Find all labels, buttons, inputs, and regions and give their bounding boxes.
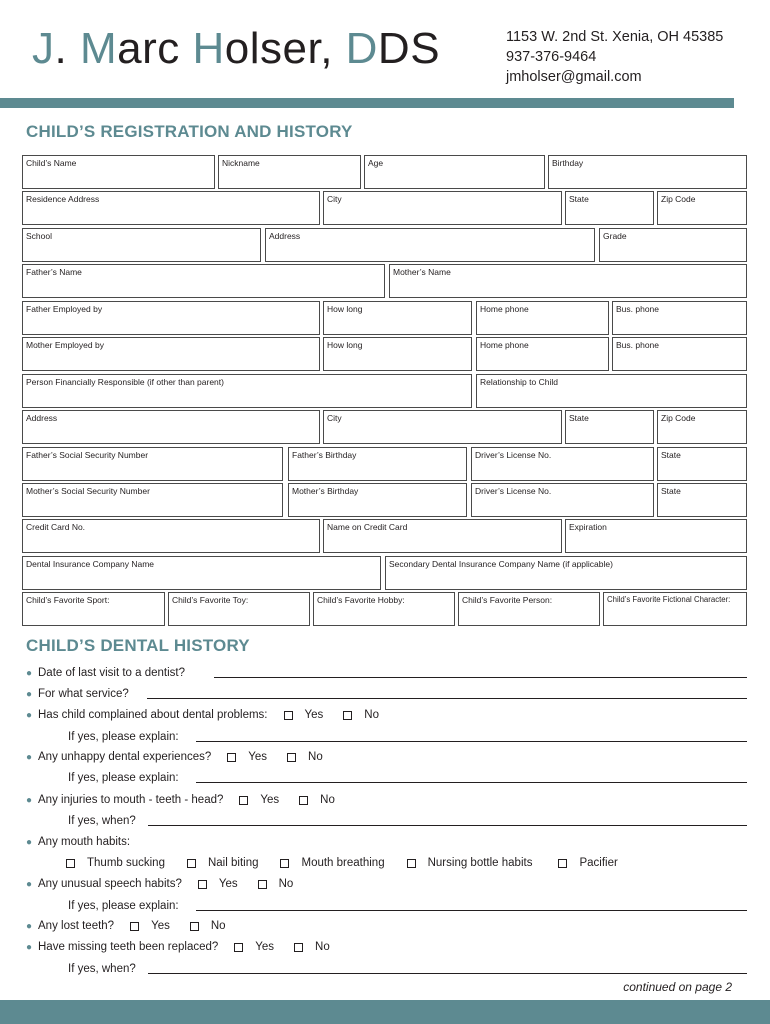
field-label: Bus. phone — [616, 304, 660, 314]
father-employer-field[interactable] — [22, 301, 320, 335]
field-label: Driver’s License No. — [475, 486, 552, 496]
field-label: Home phone — [480, 340, 529, 350]
field-label: Father’s Name — [26, 267, 82, 277]
field-label: Residence Address — [26, 194, 100, 204]
no-label: No — [278, 878, 294, 890]
field-label: Child’s Favorite Fictional Character: — [607, 595, 731, 604]
field-label: City — [327, 194, 342, 204]
question-unhappy — [26, 749, 323, 765]
logo-text: DS — [377, 24, 441, 73]
field-label: Name on Credit Card — [327, 522, 408, 532]
favorite-hobby-field[interactable] — [313, 592, 455, 626]
residence-address-field[interactable] — [22, 191, 320, 225]
bullet-icon: ● — [26, 688, 33, 700]
question-service — [26, 686, 129, 702]
checkbox[interactable] — [407, 859, 416, 868]
yes-label: Yes — [248, 751, 268, 763]
birthday-field[interactable] — [548, 155, 747, 189]
field-label: Birthday — [552, 158, 584, 168]
question-text: Any injuries to mouth - teeth - head? — [38, 794, 224, 806]
yes-label: Yes — [260, 794, 280, 806]
relationship-field[interactable] — [476, 374, 747, 408]
question-text: Have missing teeth been replaced? — [38, 941, 219, 953]
answer-line-missing-when[interactable] — [148, 973, 747, 974]
field-label: Child’s Favorite Person: — [462, 595, 553, 605]
field-label: Child’s Name — [26, 158, 77, 168]
logo-letter: H — [192, 24, 225, 73]
continued-note: continued on page 2 — [623, 980, 732, 994]
checkbox[interactable] — [280, 859, 289, 868]
logo-text: arc — [117, 24, 193, 73]
favorite-toy-field[interactable] — [168, 592, 310, 626]
yes-label: Yes — [304, 709, 324, 721]
field-label: Secondary Dental Insurance Company Name (if applicable) — [389, 559, 613, 569]
yes-checkbox[interactable] — [198, 880, 207, 889]
mother-birthday-field[interactable] — [288, 483, 467, 517]
question-text: Any mouth habits: — [38, 836, 131, 848]
bullet-icon: ● — [26, 794, 33, 806]
responsible-address-field[interactable] — [22, 410, 320, 444]
nickname-field[interactable] — [218, 155, 361, 189]
field-label: Mother’s Birthday — [292, 486, 359, 496]
bullet-icon: ● — [26, 751, 33, 763]
answer-line-complained-explain[interactable] — [196, 741, 747, 742]
when-label: If yes, when? — [68, 815, 136, 827]
contact-address: 1153 W. 2nd St. Xenia, OH 45385 — [506, 29, 724, 45]
bullet-icon: ● — [26, 836, 33, 848]
yes-checkbox[interactable] — [130, 922, 139, 931]
logo-letter: J — [32, 24, 55, 73]
question-text: For what service? — [38, 688, 129, 700]
form-row — [22, 410, 747, 444]
school-field[interactable] — [22, 228, 261, 262]
no-checkbox[interactable] — [343, 711, 352, 720]
no-label: No — [308, 751, 323, 763]
mother-license-field[interactable] — [471, 483, 654, 517]
father-ssn-field[interactable] — [22, 447, 283, 481]
form-row — [22, 447, 747, 481]
field-label: School — [26, 231, 52, 241]
father-how-long-field[interactable] — [323, 301, 472, 335]
logo-text: . — [54, 24, 80, 73]
field-label: Expiration — [569, 522, 607, 532]
field-label: Mother Employed by — [26, 340, 104, 350]
field-label: State — [661, 486, 681, 496]
question-last-visit — [26, 665, 185, 681]
answer-line-unhappy-explain[interactable] — [196, 782, 747, 783]
mother-license-state-field[interactable] — [657, 483, 747, 517]
contact-phone: 937-376-9464 — [506, 49, 597, 65]
no-checkbox[interactable] — [258, 880, 267, 889]
footer-bar — [0, 1000, 770, 1024]
question-complained — [26, 707, 379, 723]
field-label: Dental Insurance Company Name — [26, 559, 155, 569]
father-bus-phone-field[interactable] — [612, 301, 747, 335]
mother-ssn-field[interactable] — [22, 483, 283, 517]
state-field[interactable] — [565, 191, 654, 225]
logo-text: olser, — [224, 24, 346, 73]
form-row — [22, 191, 747, 225]
registration-title: CHILD’S REGISTRATION AND HISTORY — [26, 122, 353, 141]
yes-checkbox[interactable] — [227, 753, 236, 762]
explain-label: If yes, please explain: — [68, 772, 179, 784]
question-text: Any unusual speech habits? — [38, 878, 182, 890]
father-home-phone-field[interactable] — [476, 301, 609, 335]
explain-label: If yes, please explain: — [68, 900, 179, 912]
habit-nursing-bottle[interactable] — [387, 857, 533, 869]
field-label: Bus. phone — [616, 340, 660, 350]
answer-line-service[interactable] — [147, 698, 747, 699]
dental-insurance-field[interactable] — [22, 556, 381, 590]
no-label: No — [315, 941, 330, 953]
question-injuries — [26, 792, 335, 808]
field-label: Home phone — [480, 304, 529, 314]
field-label: Address — [26, 413, 58, 423]
header-bar — [0, 98, 734, 108]
mother-home-phone-field[interactable] — [476, 337, 609, 371]
field-label: City — [327, 413, 342, 423]
habit-label: Mouth breathing — [301, 857, 385, 869]
field-label: How long — [327, 340, 363, 350]
favorite-character-field[interactable] — [603, 592, 747, 626]
question-lost-teeth — [26, 918, 226, 934]
grade-field[interactable] — [599, 228, 747, 262]
form-row — [22, 337, 747, 371]
mother-employer-field[interactable] — [22, 337, 320, 371]
fathers-name-field[interactable] — [22, 264, 385, 298]
habit-label: Nursing bottle habits — [427, 857, 533, 869]
field-label: State — [661, 450, 681, 460]
no-label: No — [364, 709, 379, 721]
question-speech — [26, 876, 293, 892]
field-label: Grade — [603, 231, 627, 241]
answer-line-last-visit[interactable] — [214, 677, 747, 678]
habits-options — [56, 855, 620, 871]
childs-name-field[interactable] — [22, 155, 215, 189]
age-field[interactable] — [364, 155, 545, 189]
field-label: State — [569, 413, 589, 423]
field-label: Age — [368, 158, 384, 168]
no-checkbox[interactable] — [287, 753, 296, 762]
question-missing-teeth — [26, 939, 330, 955]
field-label: Child’s Favorite Toy: — [172, 595, 249, 605]
yes-label: Yes — [151, 920, 170, 932]
explain-label: If yes, please explain: — [68, 731, 179, 743]
field-label: Mother’s Social Security Number — [26, 486, 150, 496]
favorite-sport-field[interactable] — [22, 592, 165, 626]
form-row — [22, 519, 747, 553]
bullet-icon: ● — [26, 920, 33, 932]
field-label: Credit Card No. — [26, 522, 86, 532]
answer-line-injuries-when[interactable] — [148, 825, 747, 826]
logo-letter: D — [345, 24, 378, 73]
question-text: Has child complained about dental problems: — [38, 709, 268, 721]
field-label: Zip Code — [661, 413, 696, 423]
responsible-zip-field[interactable] — [657, 410, 747, 444]
form-row — [22, 483, 747, 517]
field-label: Child’s Favorite Sport: — [26, 595, 110, 605]
logo-letter: M — [79, 24, 118, 73]
bullet-icon: ● — [26, 667, 33, 679]
habit-nail-biting[interactable] — [167, 857, 259, 869]
form-row — [22, 556, 747, 590]
yes-checkbox[interactable] — [239, 796, 248, 805]
form-row — [22, 301, 747, 335]
no-checkbox[interactable] — [294, 943, 303, 952]
yes-checkbox[interactable] — [234, 943, 243, 952]
bullet-icon: ● — [26, 941, 33, 953]
city-field[interactable] — [323, 191, 562, 225]
bullet-icon: ● — [26, 709, 33, 721]
question-text: Any unhappy dental experiences? — [38, 751, 212, 763]
school-address-field[interactable] — [265, 228, 595, 262]
no-checkbox[interactable] — [190, 922, 199, 931]
field-label: Driver’s License No. — [475, 450, 552, 460]
habit-pacifier[interactable] — [534, 857, 617, 869]
father-birthday-field[interactable] — [288, 447, 467, 481]
checkbox[interactable] — [187, 859, 196, 868]
field-label: Father’s Birthday — [292, 450, 357, 460]
dental-history-title: CHILD’S DENTAL HISTORY — [26, 636, 250, 655]
no-label: No — [210, 920, 226, 932]
favorite-person-field[interactable] — [458, 592, 600, 626]
habit-label: Thumb sucking — [87, 857, 165, 869]
field-label: State — [569, 194, 589, 204]
form-row — [22, 592, 747, 626]
checkbox[interactable] — [66, 859, 75, 868]
form-row — [22, 374, 747, 408]
habit-label: Pacifier — [579, 857, 618, 869]
when-label: If yes, when? — [68, 963, 136, 975]
yes-label: Yes — [255, 941, 275, 953]
zip-code-field[interactable] — [657, 191, 747, 225]
yes-label: Yes — [218, 878, 238, 890]
name-on-card-field[interactable] — [323, 519, 562, 553]
practice-logo — [32, 24, 440, 74]
question-text: Date of last visit to a dentist? — [38, 667, 186, 679]
habit-mouth-breathing[interactable] — [260, 857, 384, 869]
responsible-person-field[interactable] — [22, 374, 472, 408]
field-label: Person Financially Responsible (if other than parent) — [26, 377, 224, 387]
father-license-field[interactable] — [471, 447, 654, 481]
expiration-field[interactable] — [565, 519, 747, 553]
field-label: Zip Code — [661, 194, 696, 204]
field-label: Child’s Favorite Hobby: — [317, 595, 405, 605]
form-row — [22, 264, 747, 298]
question-text: Any lost teeth? — [38, 920, 115, 932]
credit-card-field[interactable] — [22, 519, 320, 553]
field-label: Address — [269, 231, 301, 241]
mother-how-long-field[interactable] — [323, 337, 472, 371]
mothers-name-field[interactable] — [389, 264, 747, 298]
secondary-insurance-field[interactable] — [385, 556, 747, 590]
contact-email: jmholser@gmail.com — [506, 69, 642, 85]
habit-label: Nail biting — [207, 857, 259, 869]
checkbox[interactable] — [558, 859, 567, 868]
responsible-state-field[interactable] — [565, 410, 654, 444]
mother-bus-phone-field[interactable] — [612, 337, 747, 371]
form-row — [22, 155, 747, 189]
responsible-city-field[interactable] — [323, 410, 562, 444]
field-label: Mother’s Name — [393, 267, 451, 277]
bullet-icon: ● — [26, 878, 33, 890]
field-label: How long — [327, 304, 363, 314]
father-license-state-field[interactable] — [657, 447, 747, 481]
yes-checkbox[interactable] — [284, 711, 293, 720]
no-checkbox[interactable] — [299, 796, 308, 805]
habit-thumb-sucking[interactable] — [56, 857, 165, 869]
field-label: Relationship to Child — [480, 377, 558, 387]
answer-line-speech-explain[interactable] — [196, 910, 747, 911]
question-habits — [26, 834, 130, 850]
contact-block — [506, 27, 723, 87]
field-label: Father’s Social Security Number — [26, 450, 149, 460]
form-row — [22, 228, 747, 262]
field-label: Nickname — [222, 158, 260, 168]
no-label: No — [320, 794, 335, 806]
field-label: Father Employed by — [26, 304, 103, 314]
